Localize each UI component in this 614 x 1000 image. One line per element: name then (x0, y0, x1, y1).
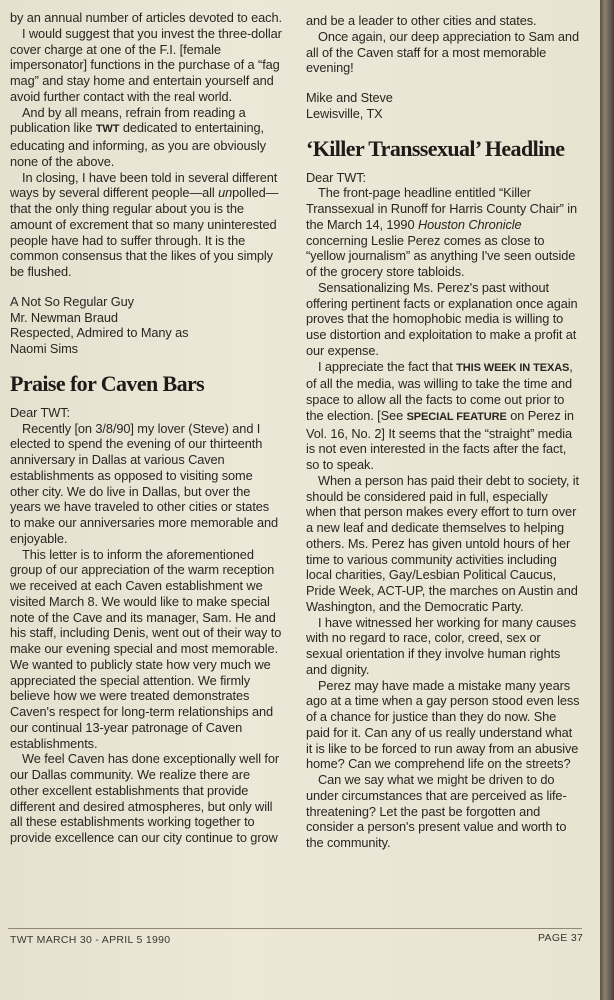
issue-date: TWT MARCH 30 - APRIL 5 1990 (10, 934, 171, 946)
publication-name: THIS WEEK IN TEXAS (456, 361, 570, 374)
body-paragraph: This letter is to inform the aforementioned group of our appreciation of the warm reception we received at each Caven establishment we visited March 8. We would like to make special note of the Cave and its manager, Sam. He and his staff, including Denis, went out of their way to make our evening special and most memorable. We wanted to publicly state how very much we appreciated the special attention. We firmly believe how we were treated demonstrates Caven's respect for long-term relationships and our continual 13-year patronage of Caven establishments. (10, 546, 282, 751)
letter-heading: ‘Killer Transsexual’ Headline (306, 135, 565, 161)
letter-continuation: and be a leader to other cities and states. (306, 13, 537, 28)
signature-line: Lewisville, TX (306, 105, 383, 121)
signature-line: Mike and Steve (306, 90, 393, 105)
body-paragraph: And by all means, refrain from reading a publication like TWT dedicated to entertaining, educating and informing, as you are obviously none of the above. (10, 104, 266, 169)
body-paragraph: Once again, our deep appreciation to Sam and all of the Caven staff for a most memorable evening! (306, 28, 579, 76)
body-paragraph: Perez may have made a mistake many years ago at a time when a gay person stood even less of a chance for justice than they do now. She paid for it. Can any of us really understand what it is like to be forced to run away from an abusive home? Can we comprehend life on the streets? (306, 677, 580, 772)
body-paragraph: I appreciate the fact that THIS WEEK IN TEXAS, of all the media, was willing to take the time and space to allow all the facts to come out prior to the election. [See SPECIAL FEATURE on Perez in Vol. 16, No. 2] It seems that the “straight” media is not even interested in the facts after the fact, so to speak. (306, 358, 574, 472)
section-name: SPECIAL FEATURE (406, 410, 507, 423)
footer-divider (8, 928, 582, 929)
body-paragraph: I would suggest that you invest the three-dollar cover charge at one of the F.I. [female impersonator] functions in the purchase of a “fag mag” and stay home and entertain yourself and avoid further contact with the real world. (10, 25, 282, 104)
salutation: Dear TWT: (306, 169, 367, 185)
twt-mark: TWT (95, 123, 120, 136)
body-paragraph: Sensationalizing Ms. Perez's past without offering pertinent facts or explanation once again proves that the homophobic media is willing to use distortion and exploitation to make a profit at our expense. (306, 279, 578, 358)
binding-edge (600, 0, 614, 1000)
page-number: PAGE 37 (538, 932, 584, 944)
right-column (306, 13, 580, 851)
salutation: Dear TWT: (10, 404, 71, 420)
body-paragraph: Recently [on 3/8/90] my lover (Steve) and I elected to spend the evening of our thirteenth anniversary in Dallas at various Caven establishments as opposed to visiting some other city. We do live in Dallas, but over the years we have traveled to other cities or states to make our anniversaries more memorable and enjoyable. (10, 420, 279, 546)
signature-line: Naomi Sims (10, 341, 78, 356)
body-paragraph: I have witnessed her working for many causes with no regard to race, color, creed, sex or sexual orientation if they involve human rights and dignity. (306, 614, 577, 677)
letter-continuation: by an annual number of articles devoted to each. (10, 10, 282, 25)
left-column (10, 10, 282, 846)
signature-line: A Not So Regular Guy (10, 293, 134, 309)
body-paragraph: Can we say what we might be driven to do under circumstances that are perceived as life-threatening? Let the past be forgotten and consider a person's present value and worth to the community. (306, 772, 567, 850)
letter-heading: Praise for Caven Bars (10, 370, 205, 396)
signature-line: Respected, Admired to Many as (10, 325, 189, 341)
signature-line: Mr. Newman Braud (10, 309, 118, 325)
body-paragraph: The front-page headline entitled “Killer Transsexual in Runoff for Harris County Chair” in the March 14, 1990 Houston Chronicle concerning Leslie Perez comes as close to “yellow journalism” as anything I've seen outside of the grocery store tabloids. (306, 185, 578, 279)
body-paragraph: In closing, I have been told in several different ways by several different people—all unpolled—that the only thing regular about you is the amount of excrement that so many uninterested people have had to suffer through. It is the common consensus that the likes of you simply be flushed. (10, 169, 279, 279)
body-paragraph: We feel Caven has done exceptionally well for our Dallas community. We realize there are other excellent establishments that provide different and desired atmospheres, but only will all these establishments working together to provide excellence can our city continue to grow (10, 751, 280, 845)
body-paragraph: When a person has paid their debt to society, it should be considered paid in full, especially when that person makes every effort to turn over a new leaf and dedicate themselves to helping others. Ms. Perez has given untold hours of her time to various community activities including local charities, Gay/Lesbian Political Caucus, Pride Week, ACT-UP, the marches on Austin and Washington, and the Democratic Party. (306, 472, 580, 614)
